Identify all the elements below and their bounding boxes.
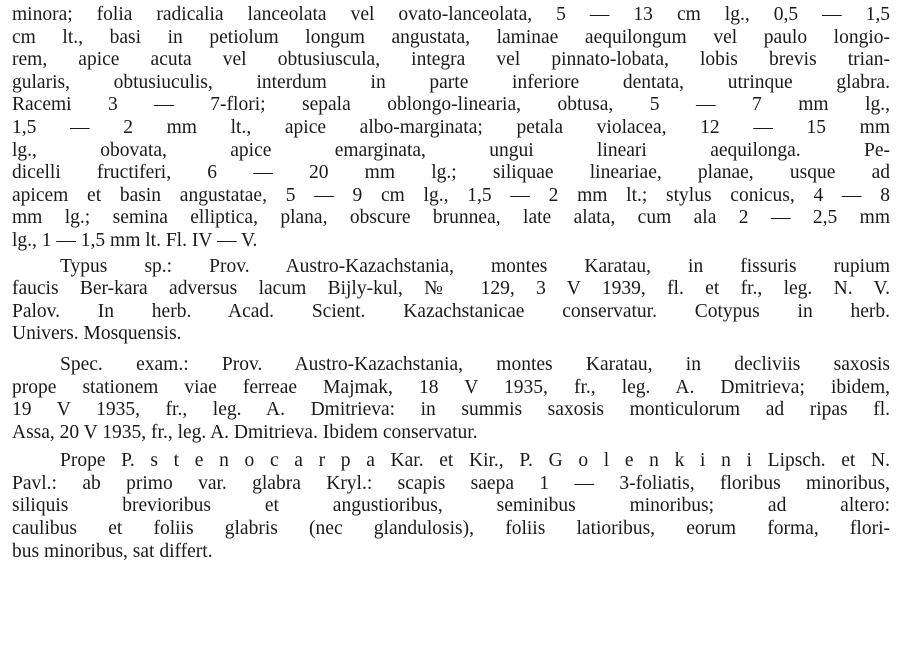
text-line: rem, apice acuta vel obtusiuscula, integra vel pinnato-lobata, lobis brevis trian-	[12, 49, 890, 71]
text-line: lg., obovata, apice emarginata, ungui lineari aequilonga. Pe-	[12, 139, 890, 161]
text-line: caulibus et foliis glabris (nec glandulosis), foliis latioribus, eorum forma, flori-	[12, 518, 890, 540]
text-line: Assa, 20 V 1935, fr., leg. A. Dmitrieva. Ibidem conservatur.	[12, 421, 478, 443]
text-line: 19 V 1935, fr., leg. A. Dmitrieva: in summis saxosis monticulorum ad ripas fl.	[12, 399, 890, 421]
text-line: siliquis brevioribus et angustioribus, seminibus minoribus; ad altero:	[12, 495, 890, 517]
description-paragraph	[12, 4, 890, 253]
comparison-paragraph	[12, 450, 890, 563]
text-line: faucis Ber-kara adversus lacum Bijly-kul, № 129, 3 V 1939, fl. et fr., leg. N. V.	[12, 278, 890, 300]
text-line: Pavl.: ab primo var. glabra Kryl.: scapis saepa 1 — 3-foliatis, floribus minoribus,	[12, 472, 890, 494]
text-line: Prope P. s t e n o c a r p a Kar. et Kir., P. G o l e n k i n i Lipsch. et N.	[60, 450, 890, 472]
text-line: mm lg.; semina elliptica, plana, obscure brunnea, late alata, cum ala 2 — 2,5 mm	[12, 207, 890, 229]
text-line: Typus sp.: Prov. Austro-Kazachstania, montes Karatau, in fissuris rupium	[60, 255, 890, 277]
text-line: Spec. exam.: Prov. Austro-Kazachstania, montes Karatau, in decliviis saxosis	[60, 353, 890, 375]
text-line: Univers. Mosquensis.	[12, 323, 182, 345]
text-line: prope stationem viae ferreae Majmak, 18 V 1935, fr., leg. A. Dmitrieva; ibidem,	[12, 376, 890, 398]
text-line: cm lt., basi in petiolum longum angustata, laminae aequilongum vel paulo longio-	[12, 26, 890, 48]
text-line: apicem et basin angustatae, 5 — 9 cm lg., 1,5 — 2 mm lt.; stylus conicus, 4 — 8	[12, 184, 890, 206]
document-page	[12, 4, 890, 563]
text-line: lg., 1 — 1,5 mm lt. Fl. IV — V.	[12, 229, 258, 251]
text-line: dicelli fructiferi, 6 — 20 mm lg.; siliquae lineariae, planae, usque ad	[12, 162, 890, 184]
text-line: gularis, obtusiuculis, interdum in parte inferiore dentata, utrinque glabra.	[12, 71, 890, 93]
typus-paragraph	[12, 256, 890, 346]
spec-exam-paragraph	[12, 354, 890, 444]
text-line: bus minoribus, sat differt.	[12, 540, 213, 562]
text-line: 1,5 — 2 mm lt., apice albo-marginata; petala violacea, 12 — 15 mm	[12, 116, 890, 138]
text-line: minora; folia radicalia lanceolata vel ovato-lanceolata, 5 — 13 cm lg., 0,5 — 1,5	[12, 4, 890, 25]
text-line: Racemi 3 — 7-flori; sepala oblongo-linearia, obtusa, 5 — 7 mm lg.,	[12, 94, 890, 116]
text-line: Palov. In herb. Acad. Scient. Kazachstanicae conservatur. Cotypus in herb.	[12, 300, 890, 322]
